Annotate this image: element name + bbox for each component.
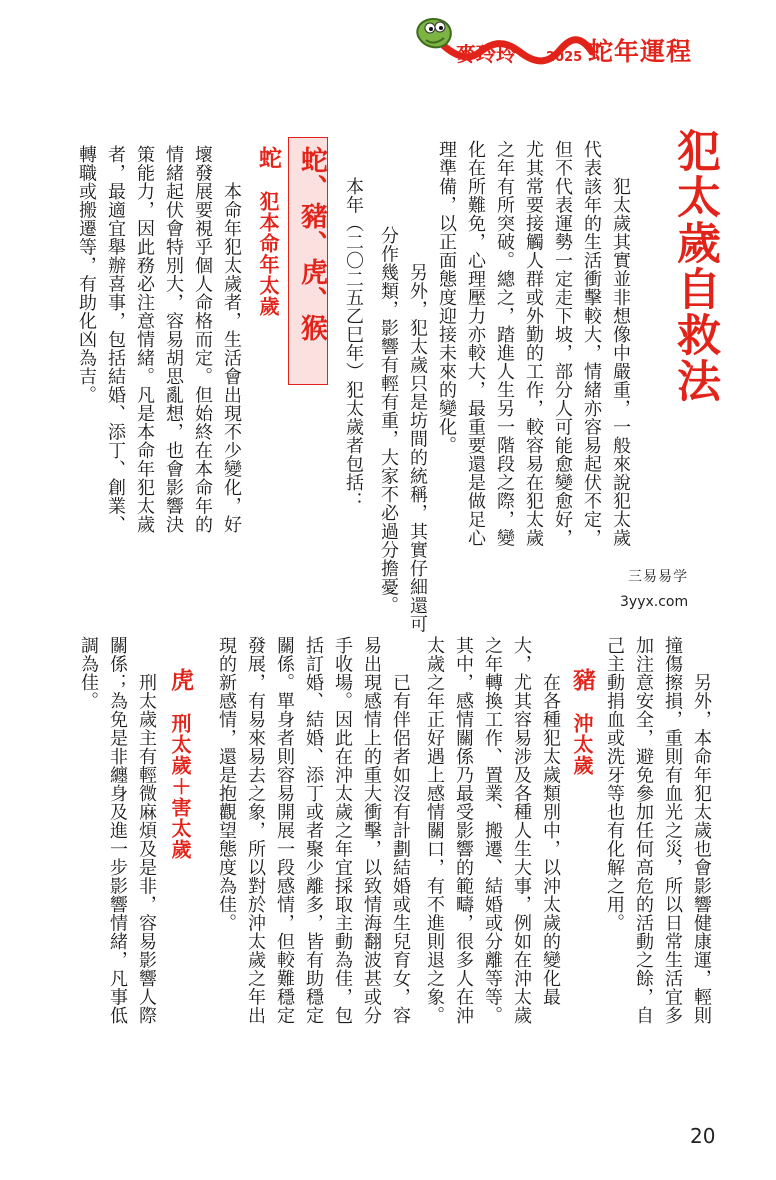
types-paragraph: 另外，犯太歲只是坊間的統稱，其實仔細還可 分作幾類，影響有輕有重，大家不必過分擔憂。 [378, 226, 428, 633]
header-banner [410, 10, 710, 72]
watermark-chinese: 三易易学 [628, 569, 688, 585]
intro-paragraph: 犯太歲其實並非想像中嚴重，一般來說犯太歲 代表該年的生活衝擊較大，情緒亦容易起伏不定， 但不代表運勢一定走下坡，部分人可能愈變愈好， 尤其常要接觸人群或外勤的工作，較容易在犯太歲 之年有所突破。總之，踏進人生另一階段之際，變 化在所難免，心理壓力亦較大，最重要還是做足心 理準備，以正面態度迎接未來的變化。 [436, 140, 631, 547]
pig-animal-label: 豬 [569, 668, 595, 692]
page-number: 20 [690, 1124, 716, 1148]
tiger-heading-title: 刑太歲＋害太歲 [168, 713, 192, 860]
this-year-paragraph: 本年（二〇二五乙巳年）犯太歲者包括： [343, 140, 364, 510]
snake-heading-title: 犯本命年太歲 [256, 191, 280, 317]
header-year: 2025 [546, 50, 583, 65]
pig-paragraph-1: 在各種犯太歲類別中，以沖太歲的變化最 大，尤其容易涉及各種人生大事，例如在沖太歲 之年轉換工作、置業、搬遷、結婚或分離等等。 其中，感情關係乃最受影響的範疇，很多人在沖 太歲之年正好遇上感情關口，有不進則退之象。 [424, 636, 561, 1025]
watermark-url: 3yyx.com [620, 594, 689, 610]
pig-heading-title: 沖太歲 [570, 713, 594, 776]
section-title: 犯太歲自救法 [669, 128, 720, 404]
pig-heading [566, 668, 599, 776]
snake-paragraph: 本命年犯太歲者，生活會出現不少變化，好 壞發展要視乎個人命格而定。但始終在本命年的 情緒起伏會特別大，容易胡思亂想，也會影響決 策能力，因此務必注意情緒。凡是本命年犯太歲 者，最適宜舉辦喜事，包括結婚、添丁、創業、 轉職或搬遷等，有助化凶為吉。 [76, 145, 242, 534]
snake-animal-label: 蛇 [255, 146, 281, 170]
health-paragraph: 另外，本命年犯太歲也會影響健康運，輕則 撞傷擦損，重則有血光之災，所以日常生活宜多 加注意安全，避免參加任何高危的活動之餘，自 己主動捐血或洗牙等也有化解之用。 [604, 636, 712, 1025]
zodiac-tag-box [288, 137, 328, 385]
snake-heading [252, 146, 285, 317]
tiger-paragraph: 刑太歲主有輕微麻煩及是非，容易影響人際 關係；為免是非纏身及進一步影響情緒，凡事低 調為佳。 [78, 636, 157, 1025]
tiger-animal-label: 虎 [167, 668, 193, 692]
pig-paragraph-2: 已有伴侶者如沒有計劃結婚或生兒育女，容 易出現感情上的重大衝擊，以致情海翻波甚或分 手收場。因此在沖太歲之年宜採取主動為佳，包 括訂婚、結婚、添丁或者聚少離多，皆有助穩定 關係。單身者則容易開展一段感情，但較難穩定 發展，有易來易去之象，所以對於沖太歲之年出 現的新感情，還是抱觀望態度為佳。 [216, 636, 411, 1025]
header-author: 麥玲玲 [456, 42, 516, 66]
zodiac-tag-text: 蛇、豬、虎、猴 [296, 146, 327, 342]
tiger-heading [164, 668, 197, 860]
header-book-title: 蛇年運程 [588, 37, 693, 66]
